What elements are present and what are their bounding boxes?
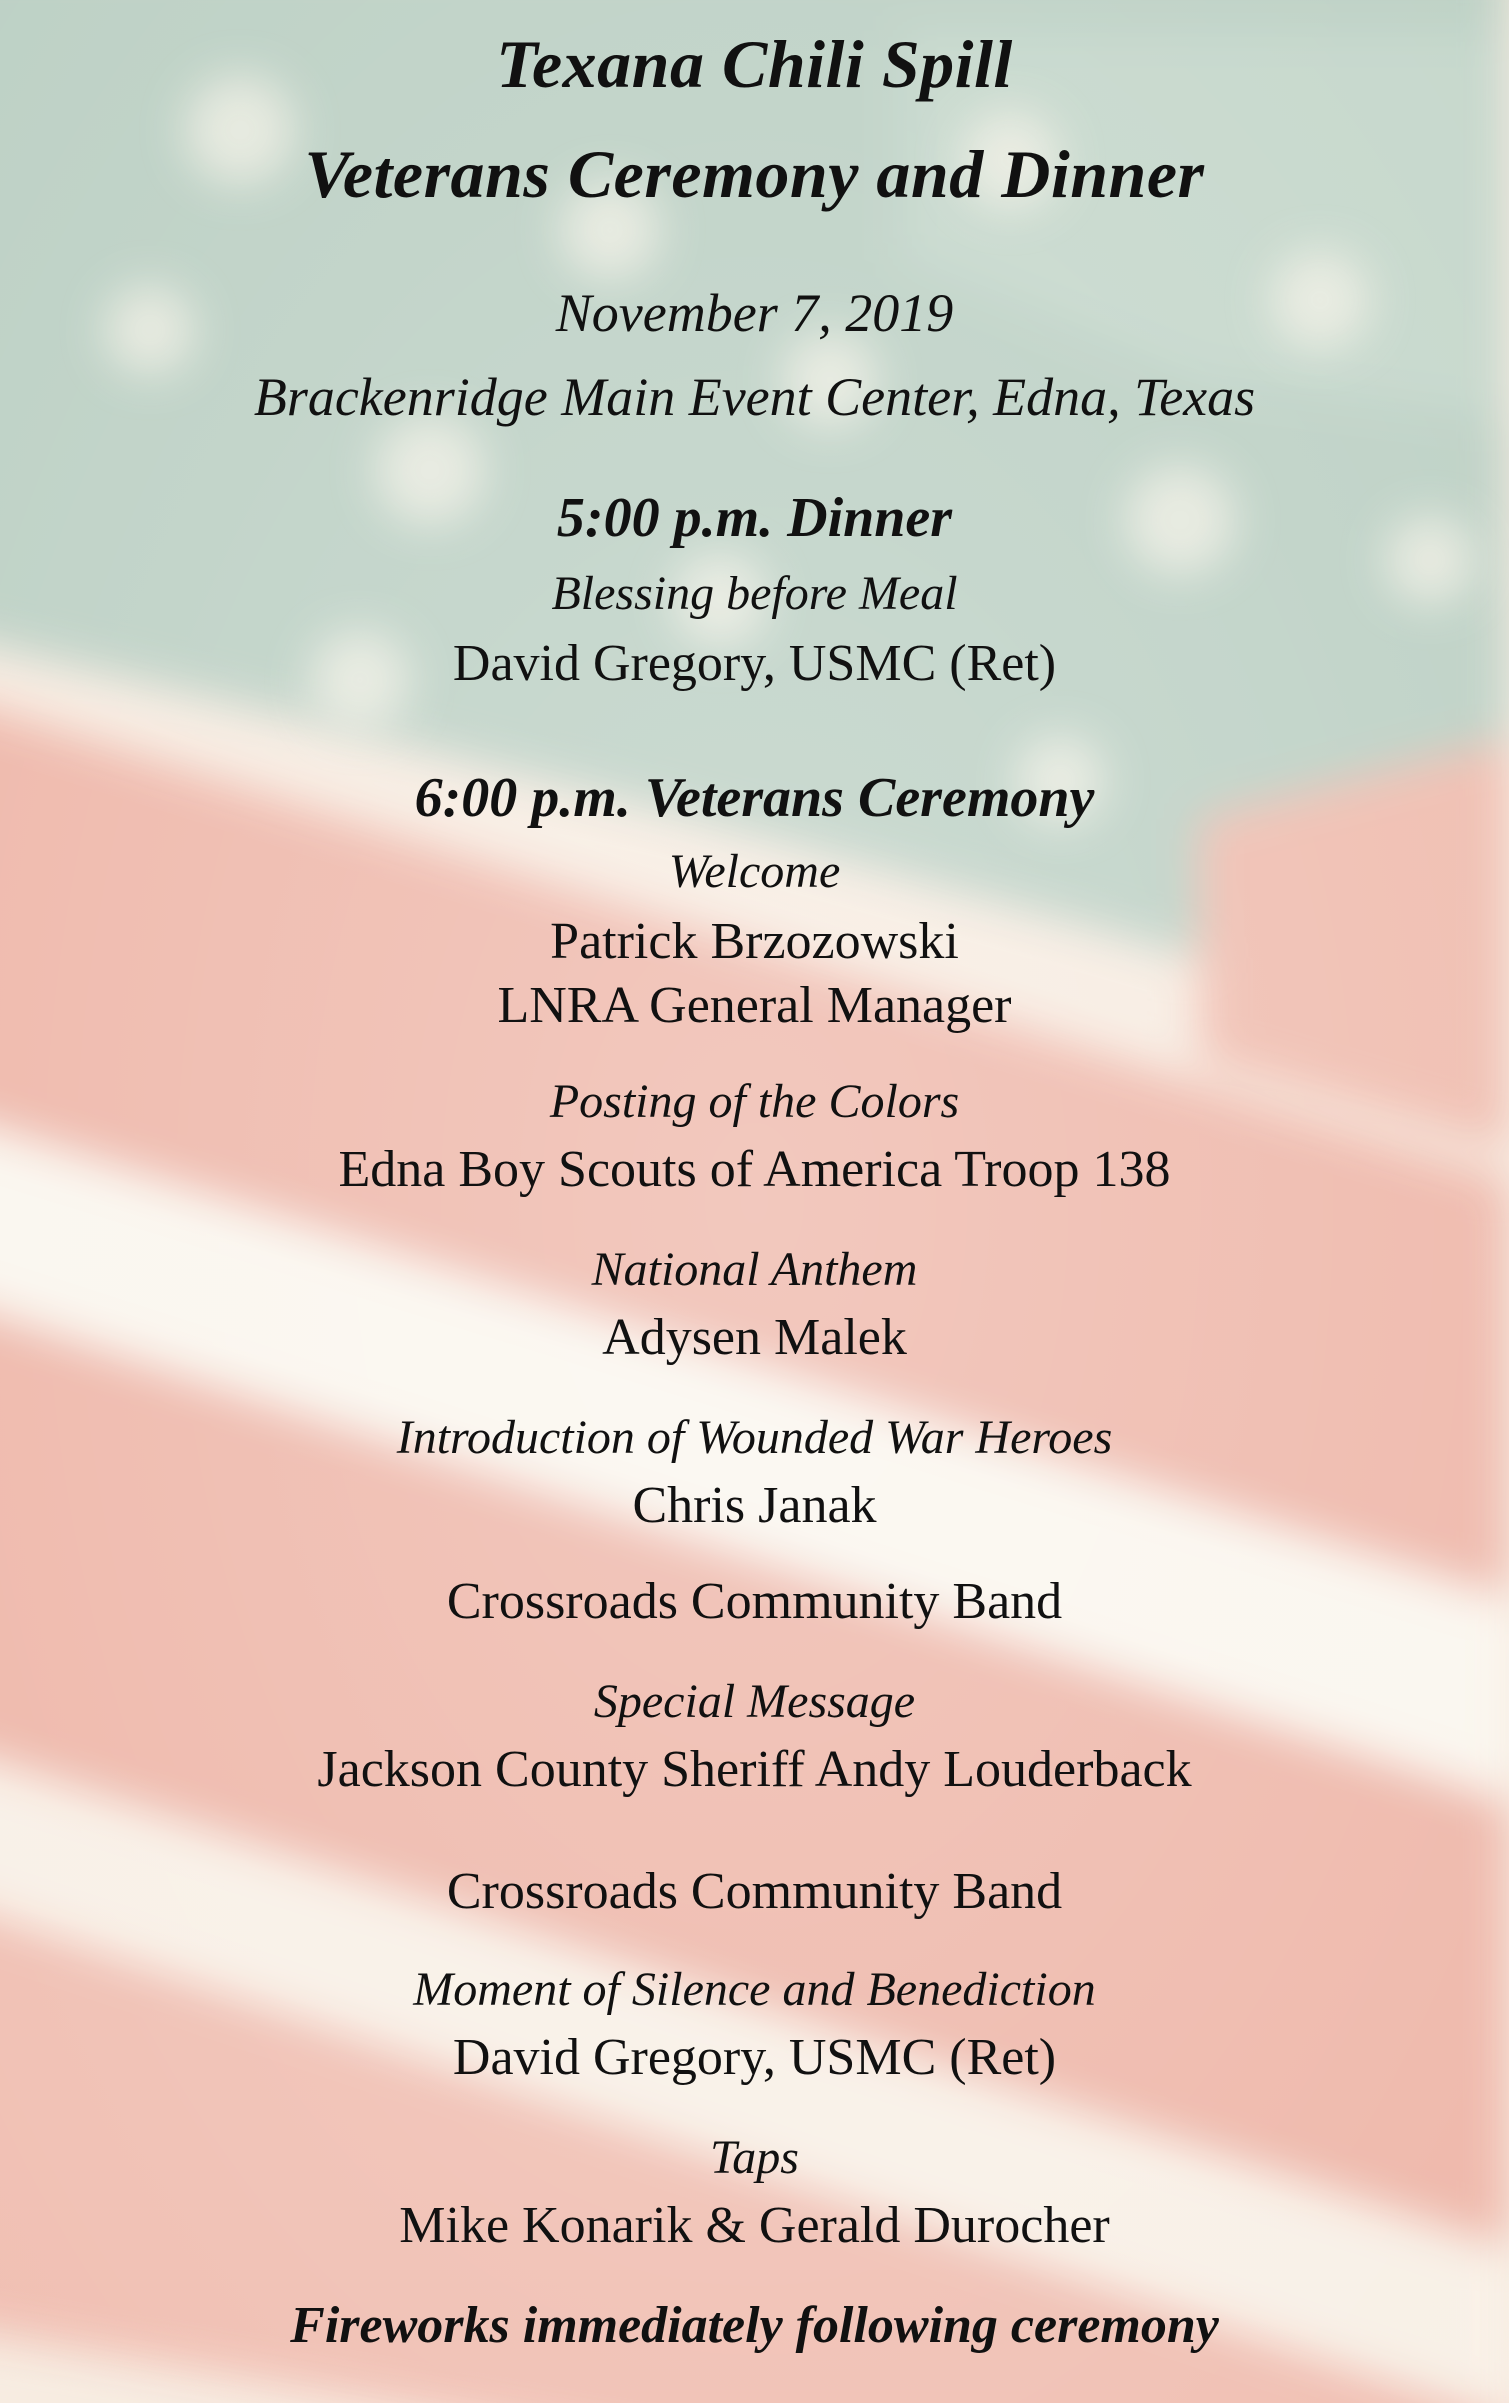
colors-name: Edna Boy Scouts of America Troop 138 [338,1141,1171,1198]
band-1: Crossroads Community Band [446,1573,1063,1630]
taps-label: Taps [710,2131,799,2184]
anthem-label: National Anthem [591,1243,918,1296]
message-label: Special Message [593,1675,916,1728]
message-name: Jackson County Sheriff Andy Louderback [317,1741,1192,1798]
silence-label: Moment of Silence and Benediction [413,1963,1096,2016]
dinner-time-heading: 5:00 p.m. Dinner [556,487,953,549]
blessing-label: Blessing before Meal [551,567,958,620]
band-2: Crossroads Community Band [446,1863,1063,1920]
welcome-title: LNRA General Manager [497,977,1012,1034]
fireworks-note: Fireworks immediately following ceremony [290,2297,1219,2354]
silence-name: David Gregory, USMC (Ret) [452,2029,1057,2086]
heroes-label: Introduction of Wounded War Heroes [396,1411,1113,1464]
welcome-label: Welcome [668,845,841,898]
heroes-name: Chris Janak [632,1477,877,1534]
ceremony-time-heading: 6:00 p.m. Veterans Ceremony [414,767,1095,829]
event-date: November 7, 2019 [555,283,954,343]
welcome-name: Patrick Brzozowski [550,913,959,970]
title-line-2: Veterans Ceremony and Dinner [304,136,1205,212]
taps-name: Mike Konarik & Gerald Durocher [399,2197,1110,2254]
title-line-1: Texana Chili Spill [496,26,1013,102]
anthem-name: Adysen Malek [602,1309,907,1366]
blessing-name: David Gregory, USMC (Ret) [452,635,1057,692]
colors-label: Posting of the Colors [549,1075,960,1128]
event-venue: Brackenridge Main Event Center, Edna, Texas [253,367,1256,427]
